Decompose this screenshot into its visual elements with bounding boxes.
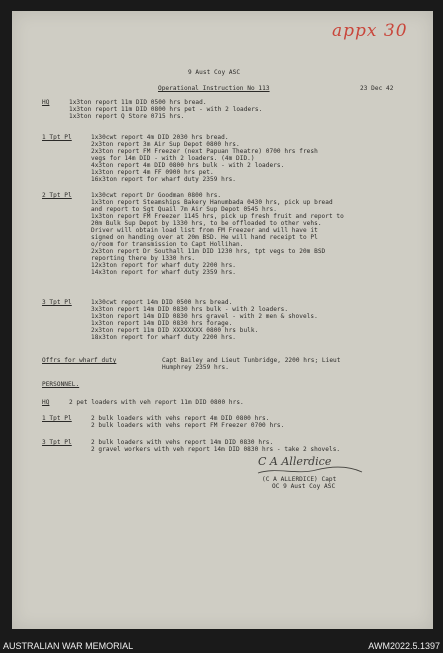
unit-heading: 9 Aust Coy ASC bbox=[188, 69, 241, 76]
personnel-hq-line: 2 pet loaders with veh report 11m DID 0800 hrs. bbox=[69, 399, 244, 406]
tpt3-line: 1x30cwt report 14m DID 0500 hrs bread. bbox=[91, 299, 233, 306]
hq-line: 1x3ton report 11m DID 0500 hrs bread. bbox=[69, 99, 207, 106]
personnel-tpt3-line: 2 gravel workers with veh report 14m DID 0830 hrs - take 2 shovels. bbox=[91, 446, 341, 453]
document-page bbox=[12, 11, 433, 629]
offrs-label: Offrs for wharf duty bbox=[42, 357, 117, 364]
tpt3-line: 1x3ton report 14m DID 0830 hrs gravel - with 2 men & shovels. bbox=[91, 313, 318, 320]
tpt2-label: 2 Tpt Pl bbox=[42, 192, 72, 199]
tpt2-line: o/room for transmission to Capt Hollihan. bbox=[91, 241, 244, 248]
offrs-line: Humphrey 2359 hrs. bbox=[162, 364, 229, 371]
tpt1-line: 2x3ton report 3m Air Sup Depot 0800 hrs. bbox=[91, 141, 240, 148]
tpt3-line: 18x3ton report for wharf duty 2200 hrs. bbox=[91, 334, 237, 341]
tpt1-line: vegs for 14m DID - with 2 loaders. (4m DID.) bbox=[91, 155, 255, 162]
tpt2-line: 1x30cwt report Dr Goodman 0800 hrs. bbox=[91, 192, 222, 199]
tpt2-line: 2x3ton report Dr Southall 11m DID 1230 hrs, tpt vegs to 20m BSD bbox=[91, 248, 326, 255]
instruction-date: 23 Dec 42 bbox=[360, 85, 394, 92]
offrs-line: Capt Bailey and Lieut Tunbridge, 2200 hrs; Lieut bbox=[162, 357, 341, 364]
tpt1-label: 1 Tpt Pl bbox=[42, 134, 72, 141]
instruction-title: Operational Instruction No 113 bbox=[158, 85, 270, 92]
tpt2-line: reporting there by 1330 hrs. bbox=[91, 255, 196, 262]
signatory-name: (C A ALLERDICE) Capt bbox=[262, 476, 337, 483]
tpt1-line: 1x30cwt report 4m DID 2030 hrs bread. bbox=[91, 134, 229, 141]
tpt3-line: 1x3ton report 14m DID 0830 hrs forage. bbox=[91, 320, 233, 327]
signature-flourish bbox=[256, 463, 366, 477]
tpt1-line: 16x3ton report for wharf duty 2359 hrs. bbox=[91, 176, 237, 183]
handwritten-annotation: appx 30 bbox=[332, 21, 408, 41]
tpt2-line: 20m Bulk Sup Depot by 1330 hrs, to be offloaded to other vehs. bbox=[91, 220, 322, 227]
archive-footer bbox=[0, 641, 443, 653]
tpt3-line: 2x3ton report 11m DID XXXXXXXX 0800 hrs bulk. bbox=[91, 327, 259, 334]
tpt1-line: 4x3ton report 4m DID 0800 hrs bulk - with 2 loaders. bbox=[91, 162, 285, 169]
tpt3-label: 3 Tpt Pl bbox=[42, 299, 72, 306]
signatory-role: OC 9 Aust Coy ASC bbox=[272, 483, 336, 490]
tpt1-line: 1x3ton report 4m FF 0900 hrs pet. bbox=[91, 169, 214, 176]
tpt2-line: Driver will obtain load list from FM Freezer and will have it bbox=[91, 227, 318, 234]
hq-line: 1x3ton report Q Store 0715 hrs. bbox=[69, 113, 185, 120]
tpt2-line: and report to Sgt Quail 7m Air Sup Depot 0545 hrs. bbox=[91, 206, 277, 213]
tpt2-line: 14x3ton report for wharf duty 2359 hrs. bbox=[91, 269, 237, 276]
personnel-hq-label: HQ bbox=[42, 399, 50, 406]
personnel-tpt3-line: 2 bulk loaders with vehs report 14m DID 0830 hrs. bbox=[91, 439, 274, 446]
tpt2-line: 1x3ton report Steamships Bakery Hanumbada 0430 hrs, pick up bread bbox=[91, 199, 333, 206]
tpt2-line: signed on handing over at 20m BSD. He will hand receipt to Pl bbox=[91, 234, 318, 241]
personnel-tpt1-line: 2 bulk loaders with vehs report FM Freezer 0700 hrs. bbox=[91, 422, 285, 429]
tpt3-line: 3x3ton report 14m DID 0830 hrs bulk - with 2 loaders. bbox=[91, 306, 289, 313]
personnel-heading: PERSONNEL. bbox=[42, 381, 80, 388]
handwritten-signature: C A Allerdice bbox=[258, 455, 332, 468]
personnel-tpt3-label: 3 Tpt Pl bbox=[42, 439, 72, 446]
tpt2-line: 12x3ton report for wharf duty 2200 hrs. bbox=[91, 262, 237, 269]
archive-id: AWM2022.5.1397 bbox=[368, 641, 440, 651]
tpt2-line: 1x3ton report FM Freezer 1145 hrs, pick up fresh fruit and report to bbox=[91, 213, 344, 220]
personnel-tpt1-label: 1 Tpt Pl bbox=[42, 415, 72, 422]
tpt1-line: 2x3ton report FM Freezer (next Papuan Theatre) 0700 hrs fresh bbox=[91, 148, 318, 155]
personnel-tpt1-line: 2 bulk loaders with vehs report 4m DID 0800 hrs. bbox=[91, 415, 270, 422]
hq-line: 1x3ton report 11m DID 0800 hrs pet - with 2 loaders. bbox=[69, 106, 263, 113]
hq-label: HQ bbox=[42, 99, 50, 106]
archive-name: AUSTRALIAN WAR MEMORIAL bbox=[3, 641, 134, 651]
